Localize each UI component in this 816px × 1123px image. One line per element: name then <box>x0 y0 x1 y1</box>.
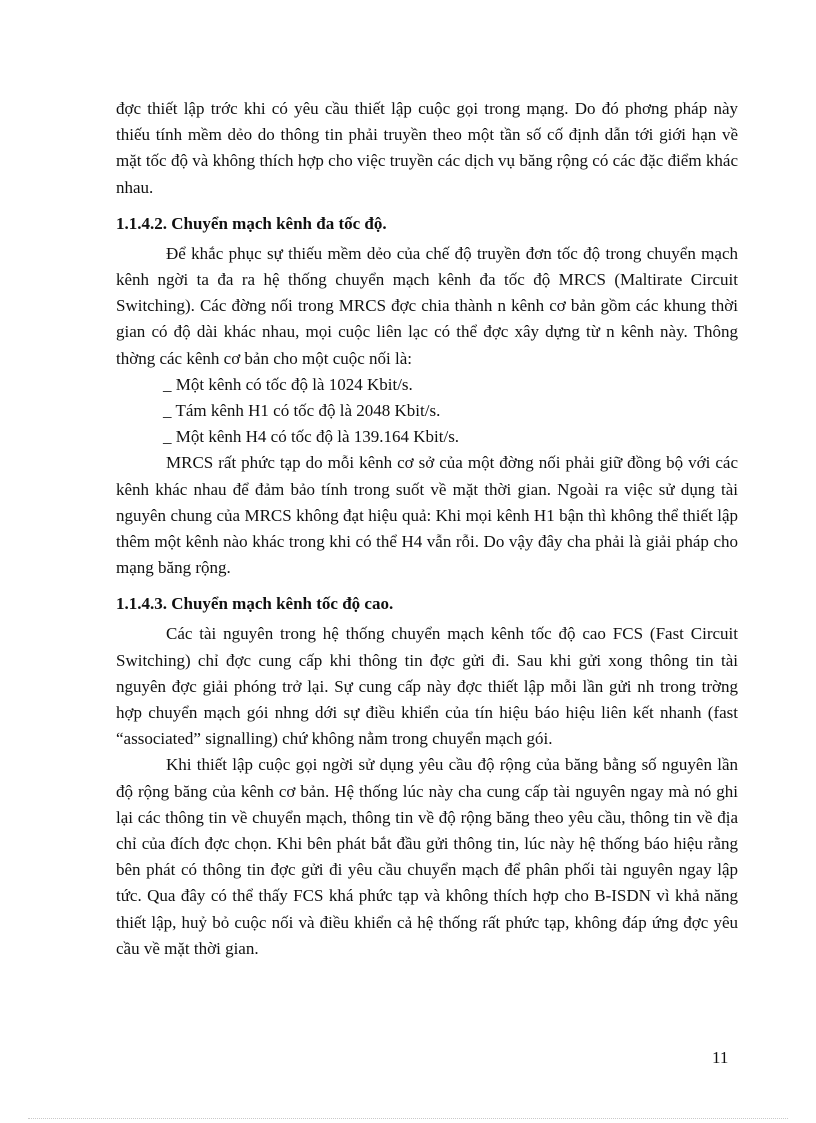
paragraph-1: đợc thiết lập trớc khi có yêu cầu thiết lập cuộc gọi trong mạng. Do đó phơng pháp này thiếu tính mềm dẻo do thông tin phải truyền theo một tần số cố định dẫn tới giới hạn về mặt tốc độ và không thích hợp cho việc truyền các dịch vụ băng rộng có các đặc điểm khác nhau. <box>116 99 738 197</box>
bullet-item-3: _ Một kênh H4 có tốc độ là 139.164 Kbit/s. <box>163 427 460 447</box>
paragraph-2: Để khắc phục sự thiếu mềm dẻo của chế độ truyền đơn tốc độ trong chuyển mạch kênh ngời ta đa ra hệ thống chuyển mạch kênh đa tốc độ MRCS (Maltirate Circuit Switching). Các đờng nối trong MRCS đợc chia thành n kênh cơ bản gồm các khung thời gian có độ dài khác nhau, mọi cuộc liên lạc có thể đợc xây dựng từ n kênh này. Thông thờng các kênh cơ bản cho một cuộc nối là: <box>116 243 738 368</box>
paragraph-3: MRCS rất phức tạp do mỗi kênh cơ sở của một đờng nối phải giữ đồng bộ với các kênh khác nhau để đảm bảo tính trong suốt về mặt thời gian. Ngoài ra việc sử dụng tài nguyên chung của MRCS không đạt hiệu quả: Khi mọi kênh H1 bận thì không thể thiết lập thêm một kênh nào khác trong khi có thể H4 vẫn rỗi. Do vậy đây cha phải là giải pháp cho mạng băng rộng. <box>116 453 738 578</box>
bullet-item-1: _ Một kênh có tốc độ là 1024 Kbit/s. <box>163 374 413 394</box>
page-number: 11 <box>712 1048 729 1067</box>
section-heading-1-1-4-2: 1.1.4.2. Chuyển mạch kênh đa tốc độ. <box>116 213 387 233</box>
document-body <box>116 96 738 962</box>
bullet-item-2: _ Tám kênh H1 có tốc độ là 2048 Kbit/s. <box>163 401 441 421</box>
page-bottom-divider <box>28 1118 788 1119</box>
paragraph-5: Khi thiết lập cuộc gọi ngời sử dụng yêu cầu độ rộng của băng bằng số nguyên lần độ rộng băng của kênh cơ bản. Hệ thống lúc này cha cung cấp tài nguyên ngay mà nó ghi lại các thông tin về chuyển mạch, thông tin về độ rộng băng theo yêu cầu, thông tin về địa chỉ của đích đợc chọn. Khi bên phát bắt đầu gửi thông tin, lúc này hệ thống báo hiệu rằng bên phát có thông tin đợc gửi đi yêu cầu chuyển mạch để phân phối tài nguyên ngay lập tức. Qua đây có thể thấy FCS khá phức tạp và không thích hợp cho B-ISDN vì khả năng thiết lập, huỷ bỏ cuộc nối và điều khiển cả hệ thống rất phức tạp, không đáp ứng đợc yêu cầu về mặt thời gian. <box>116 755 738 958</box>
section-heading-1-1-4-3: 1.1.4.3. Chuyển mạch kênh tốc độ cao. <box>116 594 394 614</box>
paragraph-4: Các tài nguyên trong hệ thống chuyển mạch kênh tốc độ cao FCS (Fast Circuit Switching) chỉ đợc cung cấp khi thông tin đợc gửi đi. Sau khi gửi xong thông tin tài nguyên đợc giải phóng trở lại. Sự cung cấp này đợc thiết lập mỗi lần gửi nh trong trờng hợp chuyển mạch gói nhng dới sự điều khiển của tín hiệu báo hiệu liên kết nhanh (fast “associated” signalling) chứ không nằm trong chuyển mạch gói. <box>116 624 738 749</box>
